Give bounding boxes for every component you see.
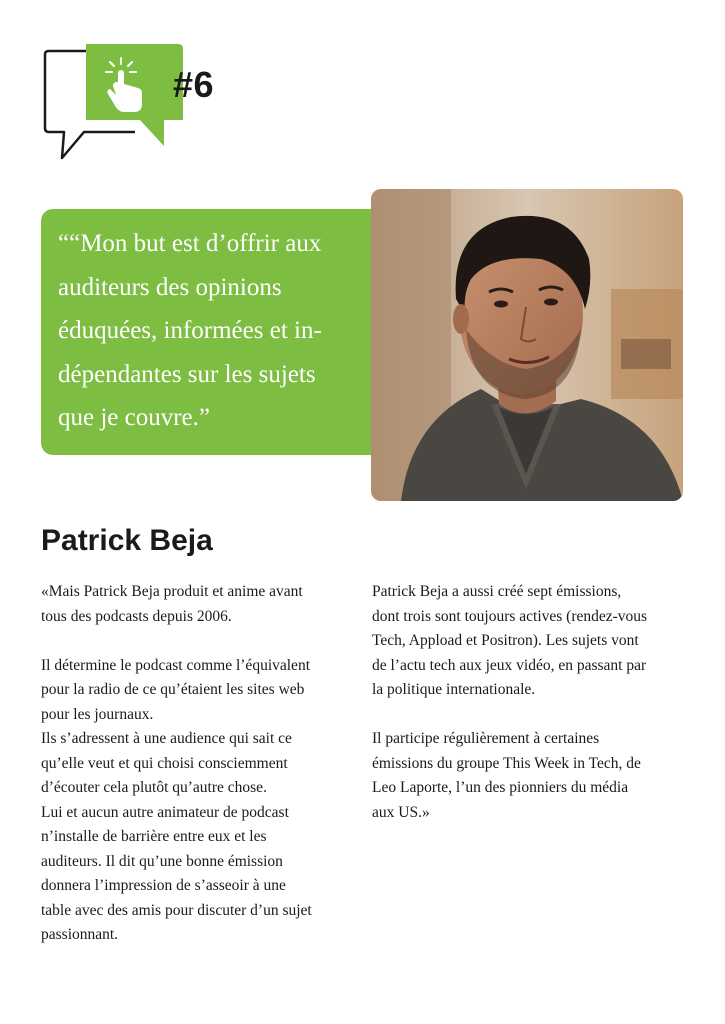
body-line: passionnant. — [41, 926, 119, 943]
body-line: d’écouter cela plutôt qu’autre chose. — [41, 779, 267, 796]
body-line: Il participe régulièrement à certaines — [372, 730, 600, 747]
body-line: Leo Laporte, l’un des pionniers du média — [372, 779, 629, 796]
speech-bubble-tap-icon — [40, 40, 190, 162]
quote-line: éduquées, informées et in- — [58, 317, 322, 344]
body-line: Lui et aucun autre animateur de podcast — [41, 803, 289, 821]
body-line — [372, 703, 692, 728]
body-line: table avec des amis pour discuter d’un sujet — [41, 901, 312, 919]
body-line: pour les journaux. — [41, 705, 154, 723]
body-line: «Mais Patrick Beja produit et anime avant — [41, 583, 303, 600]
body-line: dont trois sont toujours actives (rendez-vous — [372, 607, 648, 625]
body-line: tous des podcasts depuis 2006. — [41, 607, 232, 625]
quote-line: que je couvre.” — [58, 404, 211, 431]
body-line: pour la radio de ce qu’étaient les sites web — [41, 681, 305, 698]
page-number: #6 — [173, 64, 215, 105]
portrait-photo — [371, 189, 683, 501]
body-line: Ils s’adressent à une audience qui sait ce — [41, 730, 292, 747]
body-line: auditeurs. Il dit qu’une bonne émission — [41, 852, 283, 870]
person-name: Patrick Beja — [41, 524, 213, 557]
body-line: la politique internationale. — [372, 681, 536, 698]
pull-quote — [58, 222, 403, 440]
body-line: donnera l’impression de s’asseoir à une — [41, 877, 286, 894]
body-line — [41, 629, 361, 654]
body-column-right — [372, 580, 692, 825]
body-column-left — [41, 580, 361, 948]
body-line: qu’elle veut et qui choisi consciemment — [41, 754, 288, 772]
body-line: Tech, Appload et Positron). Les sujets vont — [372, 632, 639, 649]
quote-line: auditeurs des opinions — [58, 273, 282, 301]
body-line: n’installe de barrière entre eux et les — [41, 828, 267, 845]
body-line: Il détermine le podcast comme l’équivalent — [41, 656, 310, 674]
body-line: de l’actu tech aux jeux vidéo, en passant par — [372, 656, 647, 674]
quote-line: ““Mon but est d’offrir aux — [58, 230, 322, 257]
quote-line: dépendantes sur les sujets — [58, 360, 316, 388]
body-line: aux US.» — [372, 803, 430, 821]
body-line: émissions du groupe This Week in Tech, de — [372, 754, 641, 772]
body-line: Patrick Beja a aussi créé sept émissions, — [372, 583, 622, 600]
